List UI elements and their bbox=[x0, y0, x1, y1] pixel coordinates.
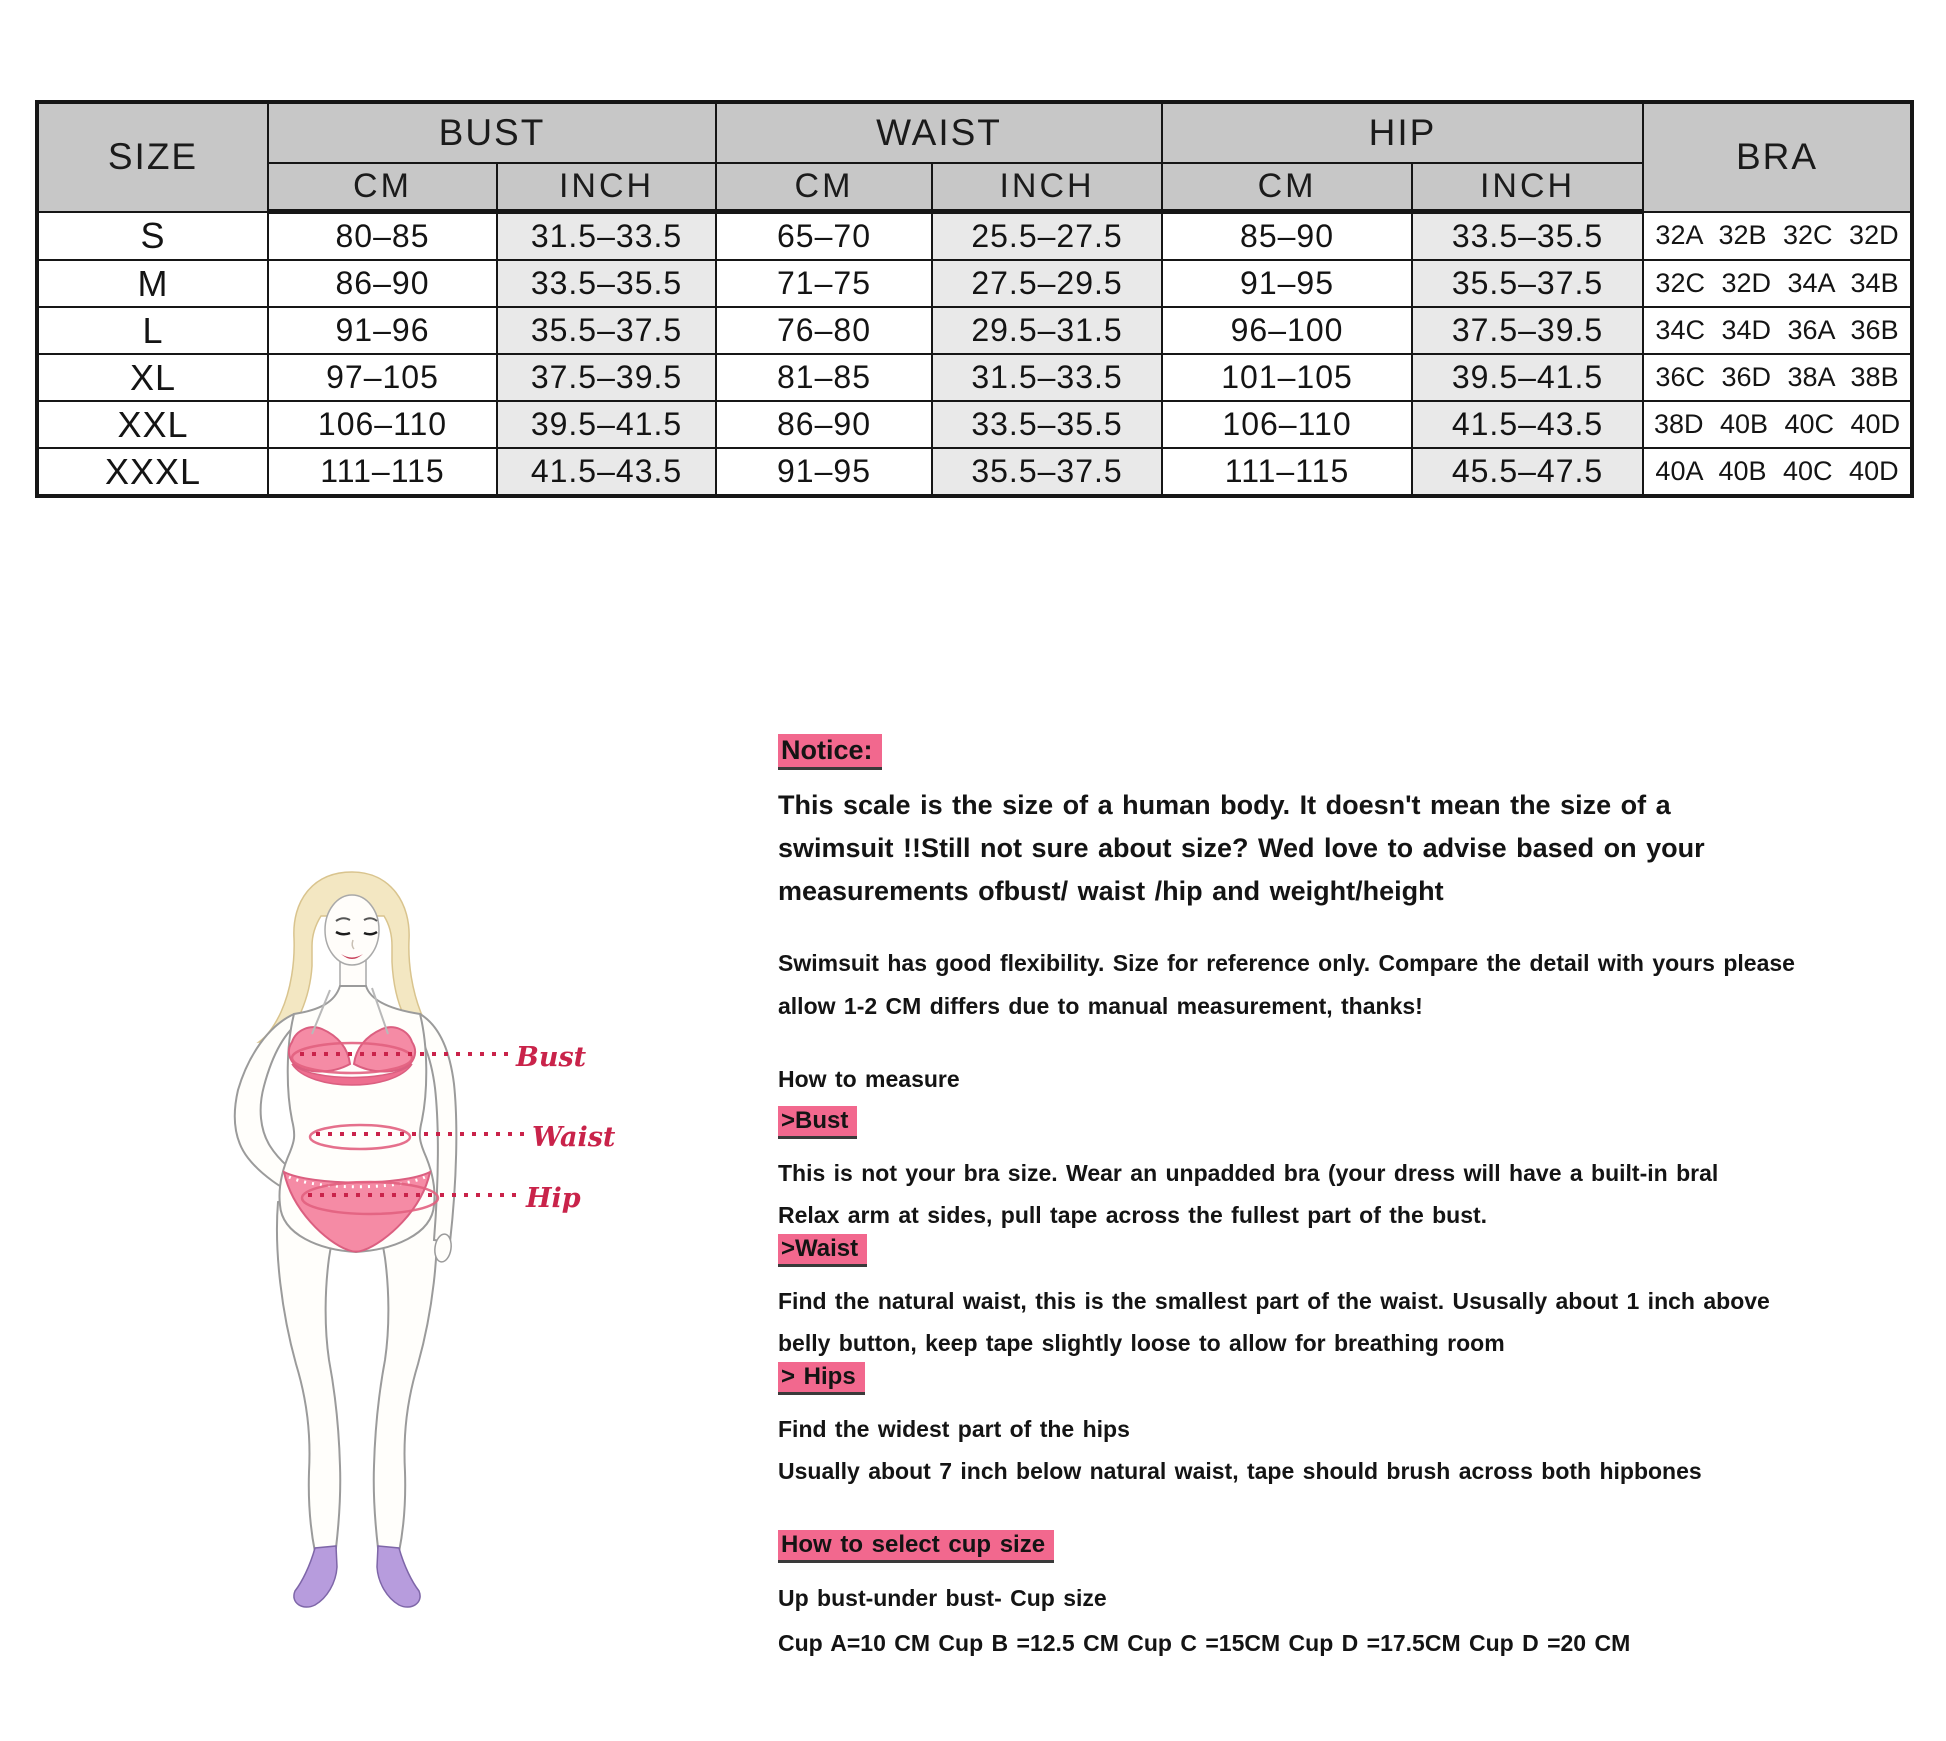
cell-bust-inch: 41.5–43.5 bbox=[497, 448, 716, 496]
cell-hip-inch: 37.5–39.5 bbox=[1412, 307, 1643, 354]
cell-waist-cm: 86–90 bbox=[716, 401, 932, 448]
cell-hip-inch: 39.5–41.5 bbox=[1412, 354, 1643, 401]
bust-text-line-1: This is not your bra size. Wear an unpadded bra (your dress will have a built-in bral bbox=[778, 1160, 1719, 1186]
cell-bra: 34C 34D 36A 36B bbox=[1643, 307, 1912, 354]
cell-waist-cm: 65–70 bbox=[716, 212, 932, 261]
notice-line-2: swimsuit !!Still not sure about size? Wed love to advise based on your bbox=[778, 833, 1705, 863]
table-row bbox=[37, 212, 1912, 261]
hips-section-text bbox=[778, 1408, 1702, 1492]
col-header-bust: BUST bbox=[268, 102, 716, 163]
cell-hip-inch: 33.5–35.5 bbox=[1412, 212, 1643, 261]
how-to-measure-heading: How to measure bbox=[778, 1066, 960, 1092]
cell-hip-cm: 96–100 bbox=[1162, 307, 1412, 354]
waist-text-line-1: Find the natural waist, this is the smallest part of the waist. Ususally about 1 inch above bbox=[778, 1288, 1770, 1314]
cell-bra: 36C 36D 38A 38B bbox=[1643, 354, 1912, 401]
size-chart-table bbox=[35, 100, 1914, 498]
waist-section-heading bbox=[778, 1234, 867, 1267]
cell-bust-cm: 91–96 bbox=[268, 307, 497, 354]
cell-bust-cm: 80–85 bbox=[268, 212, 497, 261]
table-row bbox=[37, 260, 1912, 307]
body-measurement-illustration bbox=[180, 690, 620, 1620]
waist-label: Waist bbox=[532, 1122, 616, 1153]
hips-text-line-2: Usually about 7 inch below natural waist, tape should brush across both hipbones bbox=[778, 1458, 1702, 1484]
flexibility-paragraph bbox=[778, 942, 1795, 1028]
waist-text-line-2: belly button, keep tape slightly loose to allow for breathing room bbox=[778, 1330, 1505, 1356]
col-subheader-waist-cm: CM bbox=[716, 163, 932, 212]
cell-bust-inch: 39.5–41.5 bbox=[497, 401, 716, 448]
cell-hip-inch: 45.5–47.5 bbox=[1412, 448, 1643, 496]
bust-section-heading bbox=[778, 1106, 857, 1139]
right-shoe bbox=[377, 1546, 420, 1607]
waist-heading-highlight: >Waist bbox=[778, 1234, 867, 1267]
notice-paragraph bbox=[778, 784, 1705, 913]
face bbox=[325, 895, 379, 965]
cell-bust-inch: 37.5–39.5 bbox=[497, 354, 716, 401]
bust-heading-highlight: >Bust bbox=[778, 1106, 857, 1139]
hips-section-heading bbox=[778, 1362, 865, 1395]
cell-waist-inch: 35.5–37.5 bbox=[932, 448, 1162, 496]
cell-bust-cm: 106–110 bbox=[268, 401, 497, 448]
flexibility-line-2: allow 1-2 CM differs due to manual measurement, thanks! bbox=[778, 993, 1423, 1019]
left-shoe bbox=[294, 1546, 337, 1607]
cell-hip-cm: 101–105 bbox=[1162, 354, 1412, 401]
figure-svg bbox=[180, 690, 620, 1620]
bust-text-line-2: Relax arm at sides, pull tape across the fullest part of the bust. bbox=[778, 1202, 1488, 1228]
cell-bust-inch: 35.5–37.5 bbox=[497, 307, 716, 354]
table-row bbox=[37, 354, 1912, 401]
cup-text-line-2: Cup A=10 CM Cup B =12.5 CM Cup C =15CM Cup D =17.5CM Cup D =20 CM bbox=[778, 1630, 1631, 1656]
col-header-waist: WAIST bbox=[716, 102, 1162, 163]
cell-waist-cm: 91–95 bbox=[716, 448, 932, 496]
col-subheader-hip-cm: CM bbox=[1162, 163, 1412, 212]
bust-label: Bust bbox=[516, 1042, 587, 1073]
table-row bbox=[37, 401, 1912, 448]
table-header-group-row bbox=[37, 102, 1912, 163]
table-header-sub-row bbox=[37, 163, 1912, 212]
cell-waist-inch: 33.5–35.5 bbox=[932, 401, 1162, 448]
cell-bra: 38D 40B 40C 40D bbox=[1643, 401, 1912, 448]
cup-size-text bbox=[778, 1576, 1630, 1666]
col-subheader-waist-inch: INCH bbox=[932, 163, 1162, 212]
cell-bust-inch: 31.5–33.5 bbox=[497, 212, 716, 261]
cup-heading-highlight: How to select cup size bbox=[778, 1530, 1054, 1563]
col-subheader-hip-inch: INCH bbox=[1412, 163, 1643, 212]
col-subheader-bust-cm: CM bbox=[268, 163, 497, 212]
cell-bust-inch: 33.5–35.5 bbox=[497, 260, 716, 307]
cell-bra: 32A 32B 32C 32D bbox=[1643, 212, 1912, 261]
cup-size-heading bbox=[778, 1530, 1054, 1563]
cell-waist-inch: 31.5–33.5 bbox=[932, 354, 1162, 401]
cell-hip-inch: 41.5–43.5 bbox=[1412, 401, 1643, 448]
hips-heading-highlight: > Hips bbox=[778, 1362, 865, 1395]
col-header-hip: HIP bbox=[1162, 102, 1643, 163]
cell-hip-cm: 106–110 bbox=[1162, 401, 1412, 448]
cell-waist-cm: 71–75 bbox=[716, 260, 932, 307]
notice-title bbox=[778, 734, 882, 770]
hip-label: Hip bbox=[526, 1183, 581, 1214]
table-row bbox=[37, 448, 1912, 496]
cell-bust-cm: 111–115 bbox=[268, 448, 497, 496]
flexibility-line-1: Swimsuit has good flexibility. Size for reference only. Compare the detail with yours please bbox=[778, 950, 1795, 976]
notice-line-3: measurements ofbust/ waist /hip and weight/height bbox=[778, 876, 1444, 906]
cell-bra: 40A 40B 40C 40D bbox=[1643, 448, 1912, 496]
hips-text-line-1: Find the widest part of the hips bbox=[778, 1416, 1130, 1442]
notice-title-highlight: Notice: bbox=[778, 734, 882, 770]
cup-text-line-1: Up bust-under bust- Cup size bbox=[778, 1585, 1107, 1611]
cell-bra: 32C 32D 34A 34B bbox=[1643, 260, 1912, 307]
cell-bust-cm: 86–90 bbox=[268, 260, 497, 307]
cell-hip-cm: 85–90 bbox=[1162, 212, 1412, 261]
notice-line-1: This scale is the size of a human body. It doesn't mean the size of a bbox=[778, 790, 1671, 820]
cell-size: L bbox=[37, 307, 268, 354]
table-row bbox=[37, 307, 1912, 354]
cell-hip-inch: 35.5–37.5 bbox=[1412, 260, 1643, 307]
cell-size: XXL bbox=[37, 401, 268, 448]
cell-waist-inch: 29.5–31.5 bbox=[932, 307, 1162, 354]
cell-size: S bbox=[37, 212, 268, 261]
col-subheader-bust-inch: INCH bbox=[497, 163, 716, 212]
cell-size: M bbox=[37, 260, 268, 307]
cell-waist-cm: 76–80 bbox=[716, 307, 932, 354]
col-header-size: SIZE bbox=[37, 102, 268, 212]
cell-hip-cm: 111–115 bbox=[1162, 448, 1412, 496]
waist-section-text bbox=[778, 1280, 1770, 1364]
col-header-bra: BRA bbox=[1643, 102, 1912, 212]
cell-waist-cm: 81–85 bbox=[716, 354, 932, 401]
cell-hip-cm: 91–95 bbox=[1162, 260, 1412, 307]
cell-waist-inch: 25.5–27.5 bbox=[932, 212, 1162, 261]
cell-bust-cm: 97–105 bbox=[268, 354, 497, 401]
bust-section-text bbox=[778, 1152, 1718, 1236]
cell-waist-inch: 27.5–29.5 bbox=[932, 260, 1162, 307]
cell-size: XL bbox=[37, 354, 268, 401]
cell-size: XXXL bbox=[37, 448, 268, 496]
